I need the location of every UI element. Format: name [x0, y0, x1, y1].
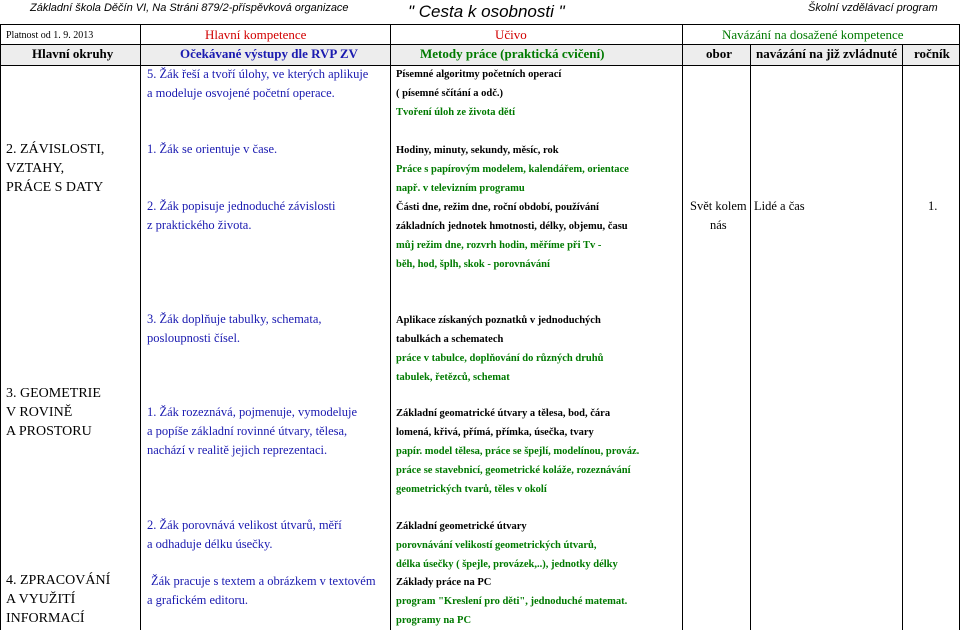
col-header-metody: Metody práce (praktická cvičení) [420, 46, 605, 61]
ucivo-text: základních jednotek hmotnosti, délky, objemu, času [396, 221, 628, 232]
metody-text: práce v tabulce, doplňování do různých druhů [396, 353, 604, 364]
metody-text: Tvoření úloh ze života dětí [396, 107, 515, 118]
okruh-text: V ROVINĚ [6, 405, 73, 420]
vystup-text: a grafickém editoru. [147, 593, 248, 607]
vystup-text: 1. Žák rozeznává, pojmenuje, vymodeluje [147, 405, 357, 419]
ucivo-text: Hodiny, minuty, sekundy, měsíc, rok [396, 145, 559, 156]
vystup-text: z praktického života. [147, 218, 252, 232]
grid-line [0, 44, 960, 45]
okruh-text: 4. ZPRACOVÁNÍ [6, 573, 111, 588]
okruh-text: A PROSTORU [6, 424, 92, 439]
vystup-text: 5. Žák řeší a tvoří úlohy, ve kterých aplikuje [147, 67, 369, 81]
vystup-text: a modeluje osvojené početní operace. [147, 86, 335, 100]
col-header-ocekavane: Očekávané výstupy dle RVP ZV [180, 46, 358, 61]
okruh-text: 2. ZÁVISLOSTI, [6, 142, 105, 157]
col-header-ucivo: Učivo [495, 27, 527, 42]
metody-text: geometrických tvarů, těles v okolí [396, 484, 547, 495]
program-name: Školní vzdělávací program [808, 2, 938, 14]
ucivo-text: tabulkách a schematech [396, 334, 504, 345]
grid-line [902, 44, 903, 630]
vystup-text: 1. Žák se orientuje v čase. [147, 142, 278, 156]
metody-text: práce se stavebnicí, geometrické koláže, rozeznávání [396, 465, 631, 476]
vystup-text: nachází v realitě jejich reprezentaci. [147, 443, 328, 457]
ucivo-text: ( písemné sčítání a odč.) [396, 88, 504, 99]
metody-text: tabulek, řetězců, schemat [396, 372, 510, 383]
obor-text: Svět kolem [690, 199, 747, 213]
vystup-text: Žák pracuje s textem a obrázkem v textovém [151, 574, 376, 588]
metody-text: Práce s papírovým modelem, kalendářem, orientace [396, 164, 629, 175]
metody-text: porovnávání velikostí geometrických útvarů, [396, 540, 597, 551]
col-header-rocnik: ročník [914, 46, 950, 61]
ucivo-text: lomená, křivá, přímá, přímka, úsečka, tvary [396, 427, 594, 438]
grid-line [0, 24, 960, 25]
col-header-obor: obor [706, 46, 732, 61]
navazani-text: Lidé a čas [754, 199, 805, 213]
grid-line [0, 24, 1, 630]
ucivo-text: Základy práce na PC [396, 577, 492, 588]
grid-line [682, 24, 683, 630]
vystup-text: posloupnosti čísel. [147, 331, 241, 345]
okruh-text: 3. GEOMETRIE [6, 386, 101, 401]
ucivo-text: Aplikace získaných poznatků v jednoduchých [396, 315, 601, 326]
metody-text: např. v televizním programu [396, 183, 525, 194]
ucivo-text: Základní geomatrické útvary a tělesa, bod, čára [396, 408, 611, 419]
okruh-text: INFORMACÍ [6, 611, 85, 626]
obor-text: nás [710, 218, 727, 232]
metody-text: běh, hod, šplh, skok - porovnávání [396, 259, 550, 270]
col-header-hlavni-kompetence: Hlavní kompetence [205, 27, 307, 42]
grid-line [750, 44, 751, 630]
metody-text: délka úsečky ( špejle, provázek,..), jednotky délky [396, 559, 618, 570]
col-header-navazani: Navázání na dosažené kompetence [722, 27, 904, 42]
vystup-text: 3. Žák doplňuje tabulky, schemata, [147, 312, 322, 326]
vystup-text: a popíše základní rovinné útvary, tělesa, [147, 424, 348, 438]
rocnik-text: 1. [928, 199, 938, 213]
okruh-text: A VYUŽITÍ [6, 592, 76, 607]
col-header-hlavni-okruhy: Hlavní okruhy [32, 46, 114, 61]
grid-line [390, 24, 391, 630]
col-header-navazani-zvladnute: navázání na již zvládnuté [756, 46, 898, 61]
validity-date: Platnost od 1. 9. 2013 [6, 30, 94, 41]
school-name: Základní škola Děčín VI, Na Stráni 879/2-příspěvková organizace [30, 2, 349, 14]
okruh-text: PRÁCE S DATY [6, 180, 104, 195]
metody-text: program "Kreslení pro děti", jednoduché matemat. [396, 596, 628, 607]
metody-text: můj režim dne, rozvrh hodin, měříme při Tv - [396, 240, 602, 251]
grid-line [140, 24, 141, 630]
vystup-text: 2. Žák porovnává velikost útvarů, měří [147, 518, 342, 532]
grid-line [0, 65, 960, 66]
ucivo-text: Písemné algoritmy početních operací [396, 69, 562, 80]
ucivo-text: Části dne, režim dne, roční období, používání [396, 202, 599, 213]
metody-text: papír. model tělesa, práce se špejlí, modelínou, prováz. [396, 446, 640, 457]
metody-text: programy na PC [396, 615, 472, 626]
vystup-text: a odhaduje délku úsečky. [147, 537, 273, 551]
document-title: " Cesta k osobnosti " [408, 2, 565, 21]
vystup-text: 2. Žák popisuje jednoduché závislosti [147, 199, 336, 213]
okruh-text: VZTAHY, [6, 161, 65, 176]
ucivo-text: Základní geometrické útvary [396, 521, 527, 532]
